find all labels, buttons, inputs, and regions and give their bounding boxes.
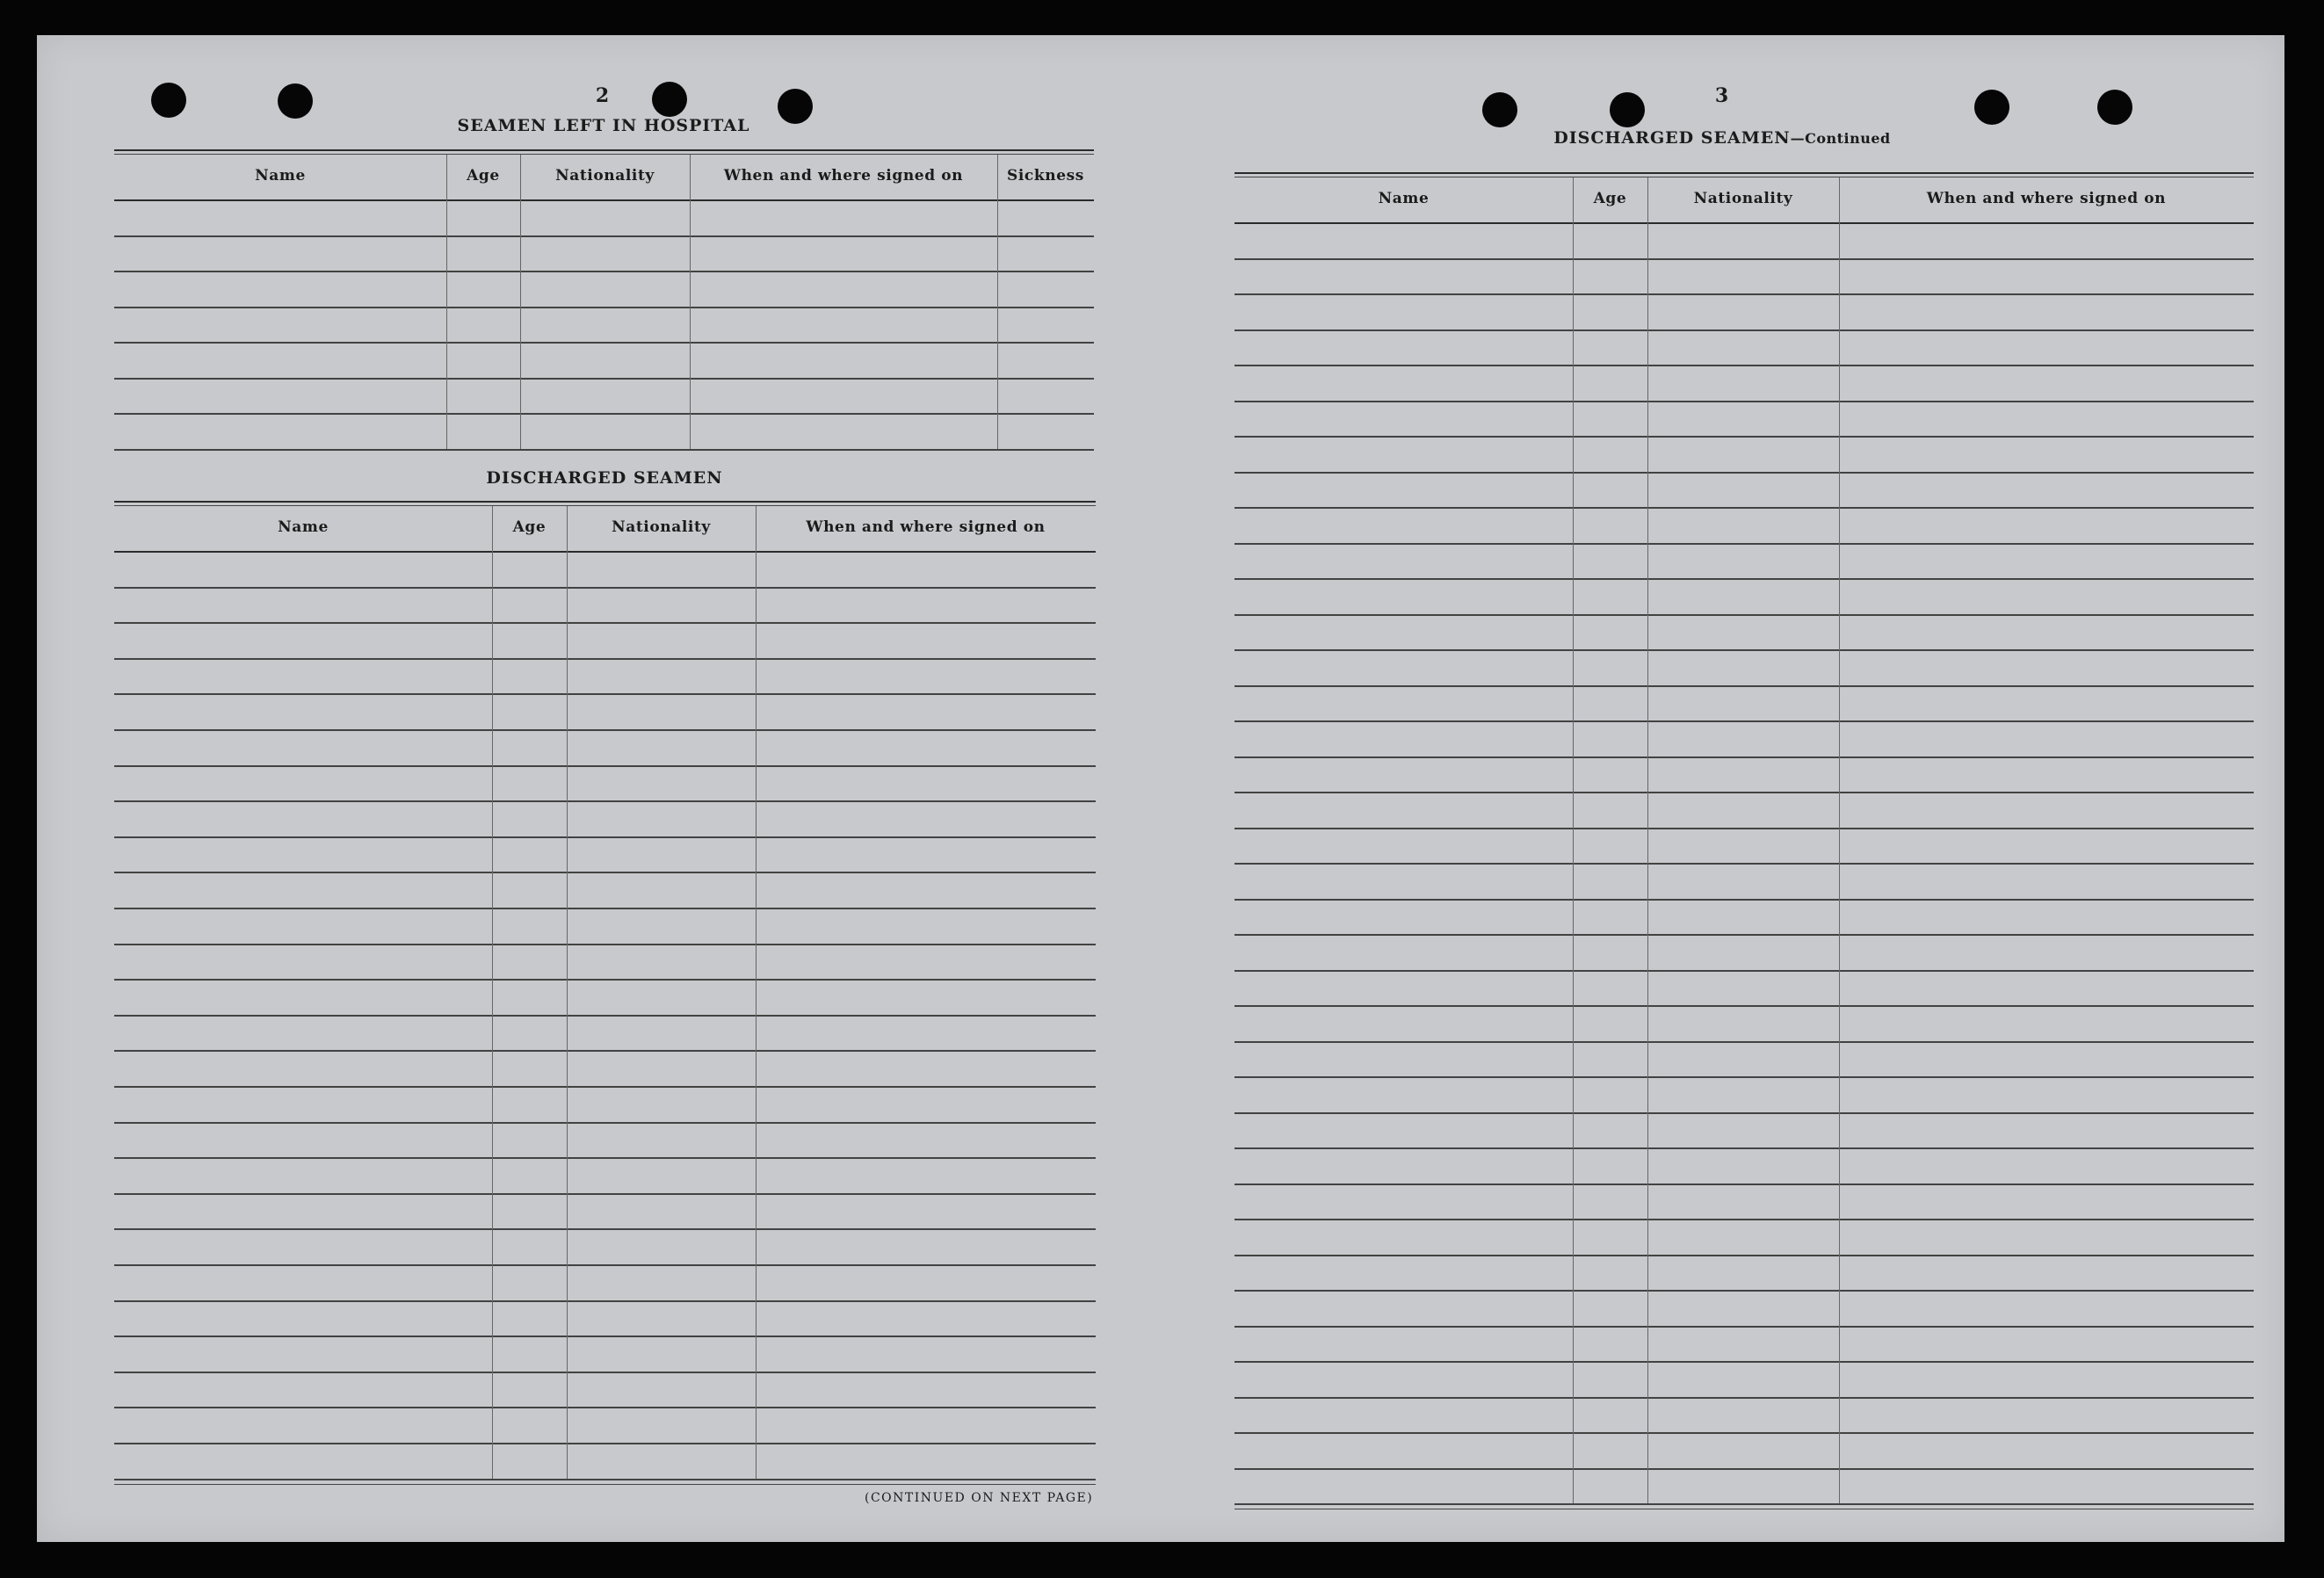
table-row [114,1372,1096,1373]
discharged-continued-table [1234,172,2254,1490]
table-row [114,1015,1096,1017]
column-divider [1573,177,1574,1503]
table-row [1234,258,2254,260]
column-divider [1839,177,1840,1503]
column-header: When and where signed on [806,518,1046,536]
table-row [1234,293,2254,295]
table-row [114,1443,1096,1444]
header-bottom-rule [114,551,1096,553]
punch-hole-6 [1610,92,1645,127]
table-row [114,1193,1096,1195]
table-row [114,271,1094,272]
table-row [1234,507,2254,509]
table-top-rule [114,505,1096,506]
discharged-section-title: DISCHARGED SEAMEN [486,468,723,488]
column-header: Nationality [1693,190,1793,207]
table-row [1234,365,2254,366]
table-row [114,622,1096,624]
table-row [114,1407,1096,1408]
discharged-continued-title-main: DISCHARGED SEAMEN [1553,128,1791,148]
table-top-rule [114,154,1094,155]
table-row [1234,828,2254,829]
hospital-table [114,149,1094,489]
column-header: Name [1378,190,1430,207]
table-row [1234,1503,2254,1505]
table-row [1234,329,2254,331]
column-divider [492,506,493,1479]
table-row [114,658,1096,660]
table-row [1234,436,2254,438]
table-row [114,1157,1096,1159]
table-row [1234,1112,2254,1114]
table-top-rule [114,149,1094,151]
column-divider [1647,177,1648,1503]
table-row [114,342,1094,344]
column-divider [756,506,757,1479]
column-header: Age [1593,190,1627,207]
table-row [114,378,1094,380]
left-page-number: 2 [595,84,611,107]
table-top-rule [1234,172,2254,174]
continued-footnote: (CONTINUED ON NEXT PAGE) [865,1491,1094,1505]
table-row [1234,970,2254,972]
table-row [1234,1255,2254,1256]
table-row [114,1264,1096,1266]
table-row [1234,1290,2254,1292]
table-row [114,729,1096,731]
column-header: Nationality [612,518,711,536]
column-divider [690,155,691,449]
table-row [114,449,1094,451]
table-row [1234,1361,2254,1363]
table-row [114,765,1096,767]
table-row [114,1336,1096,1337]
header-bottom-rule [1234,222,2254,224]
table-bottom-rule [114,1484,1096,1485]
column-divider [520,155,521,449]
table-row [1234,1468,2254,1470]
column-header: When and where signed on [723,167,964,185]
table-row [1234,1076,2254,1078]
table-row [1234,1147,2254,1149]
table-row [1234,685,2254,687]
table-row [114,1086,1096,1088]
table-row [114,800,1096,802]
table-row [114,307,1094,308]
table-row [114,944,1096,945]
column-header: Name [255,167,306,185]
column-divider [567,506,568,1479]
table-row [1234,614,2254,616]
table-row [114,836,1096,838]
right-page-number: 3 [1714,84,1730,107]
punch-hole-3 [652,82,687,117]
punch-hole-5 [1482,92,1517,127]
table-row [1234,543,2254,545]
table-row [1234,863,2254,865]
column-divider [446,155,447,449]
table-row [114,1300,1096,1302]
header-bottom-rule [114,199,1094,201]
punch-hole-4 [778,89,813,124]
table-row [1234,792,2254,793]
hospital-section-title: SEAMEN LEFT IN HOSPITAL [457,116,750,135]
table-row [1234,1397,2254,1399]
table-row [1234,1432,2254,1434]
column-header: Age [467,167,500,185]
paper-sheet [37,35,2284,1542]
table-row [1234,899,2254,901]
table-row [114,235,1094,237]
table-row [114,413,1094,415]
column-header: Age [512,518,547,536]
punch-hole-2 [278,83,313,119]
table-row [1234,649,2254,651]
table-row [1234,1005,2254,1007]
table-row [114,979,1096,981]
table-row [1234,1326,2254,1328]
table-row [1234,756,2254,758]
table-row [1234,1219,2254,1220]
table-row [1234,401,2254,402]
table-row [114,1050,1096,1052]
punch-hole-8 [2097,90,2132,125]
table-row [114,1479,1096,1480]
discharged-continued-title [1553,128,1890,148]
discharged-continued-title-suffix: —Continued [1790,130,1891,147]
column-divider [997,155,998,449]
column-header: When and where signed on [1926,190,2167,207]
column-header: Name [278,518,329,536]
table-top-rule [114,501,1096,503]
table-row [114,1228,1096,1230]
table-row [1234,578,2254,580]
table-row [1234,934,2254,936]
discharged-table [114,501,1096,1489]
table-row [114,693,1096,695]
table-row [114,908,1096,909]
punch-hole-1 [151,83,186,118]
table-row [1234,1041,2254,1043]
table-row [114,587,1096,589]
table-row [1234,472,2254,474]
table-row [114,1122,1096,1124]
table-row [114,872,1096,873]
table-row [1234,720,2254,722]
column-header: Nationality [555,167,655,185]
table-row [1234,1184,2254,1185]
punch-hole-7 [1974,90,2009,125]
column-header: Sickness [1007,167,1084,185]
